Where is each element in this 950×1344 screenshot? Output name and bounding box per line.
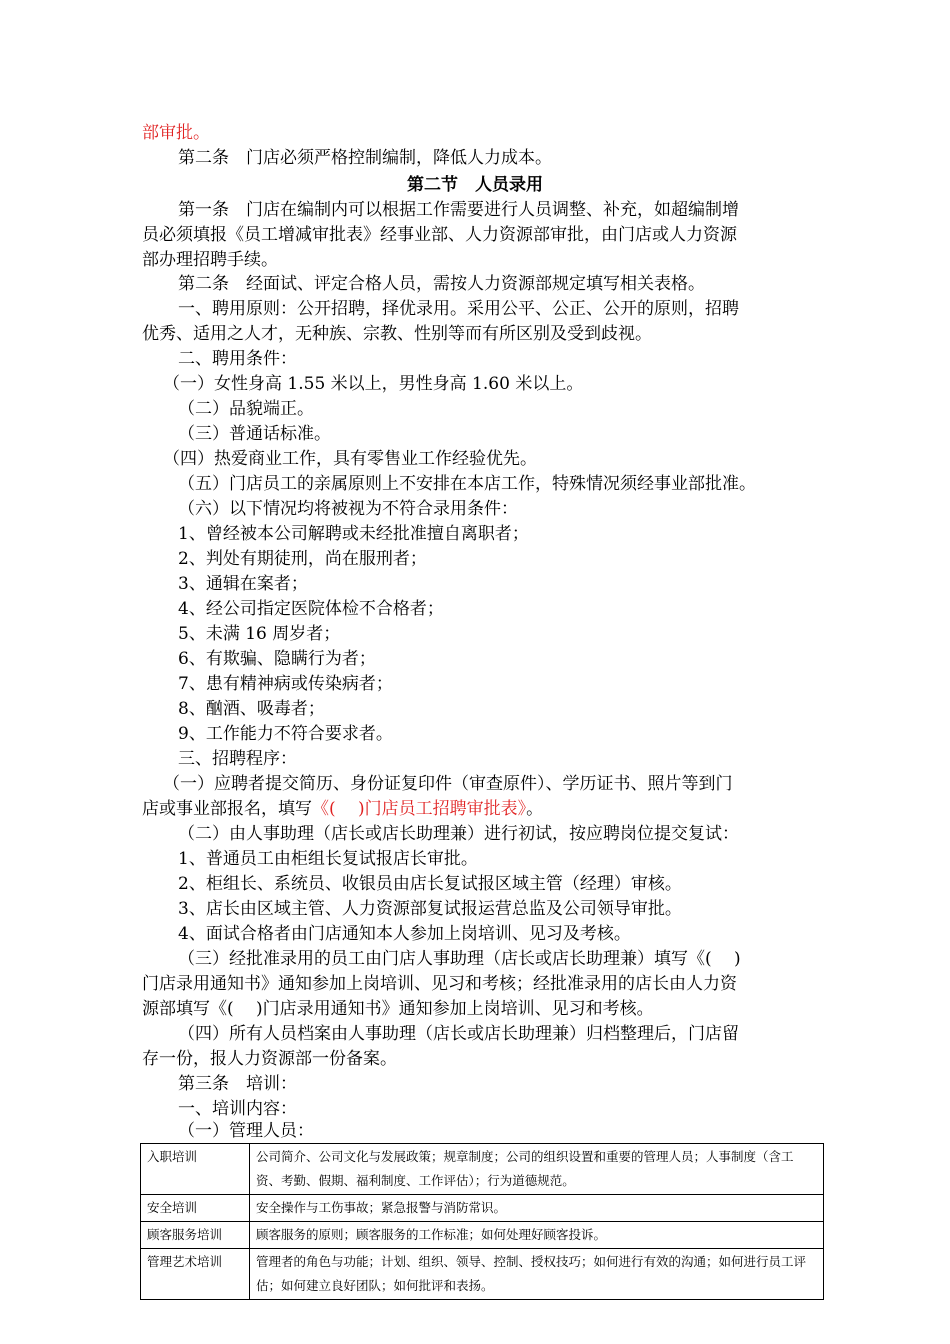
text-line: 5、未满 16 周岁者； [178,624,341,644]
text-line: 存一份，报人力资源部一份备案。 [142,1049,397,1069]
training-content-cell: 顾客服务的原则；顾客服务的工作标准；如何处理好顾客投诉。 [250,1222,824,1249]
table-row [141,1249,824,1300]
table-row [141,1195,824,1222]
text-line: 第二条 门店必须严格控制编制，降低人力成本。 [178,148,552,168]
section-title: 第二节 人员录用 [407,175,543,195]
training-content-cell: 管理者的角色与功能；计划、组织、领导、控制、授权技巧；如何进行有效的沟通；如何进行员工评估；如何建立良好团队；如何批评和表扬。 [250,1249,824,1300]
text-line: （六）以下情况均将被视为不符合录用条件： [178,499,518,519]
text-line: 二、聘用条件： [178,349,297,369]
text-segment: 店或事业部报名，填写 [142,799,312,819]
text-line: 优秀、适用之人才，无种族、宗教、性别等而有所区别及受到歧视。 [142,324,652,344]
text-line: （三）普通话标准。 [178,424,331,444]
text-line: 4、面试合格者由门店通知本人参加上岗培训、见习及考核。 [178,924,631,944]
text-line: 三、招聘程序： [178,749,297,769]
text-line: 4、经公司指定医院体检不合格者； [178,599,444,619]
text-line: 3、店长由区域主管、人力资源部复试报运营总监及公司领导审批。 [178,899,682,919]
text-line: （三）经批准录用的员工由门店人事助理（店长或店长助理兼）填写《( ) [178,949,741,969]
training-table [140,1143,824,1300]
training-name-cell: 安全培训 [141,1195,250,1222]
text-line: 8、酗酒、吸毒者； [178,699,325,719]
text-line: （二）由人事助理（店长或店长助理兼）进行初试，按应聘岗位提交复试： [178,824,739,844]
text-line: 第一条 门店在编制内可以根据工作需要进行人员调整、补充，如超编制增 [178,200,739,220]
training-content-cell: 安全操作与工伤事故；紧急报警与消防常识。 [250,1195,824,1222]
text-segment: 。 [526,799,544,819]
text-line: 2、判处有期徒刑，尚在服刑者； [178,549,427,569]
table-row [141,1222,824,1249]
text-line: 1、普通员工由柜组长复试报店长审批。 [178,849,478,869]
text-line: 员必须填报《员工增减审批表》经事业部、人力资源部审批，由门店或人力资源 [142,225,737,245]
text-line: 6、有欺骗、隐瞒行为者； [178,649,376,669]
table-row [141,1144,824,1195]
text-line: （四）热爱商业工作，具有零售业工作经验优先。 [163,449,537,469]
red-form-title: 《( )门店员工招聘审批表》 [312,799,527,819]
text-line: 门店录用通知书》通知参加上岗培训、见习和考核；经批准录用的店长由人力资 [142,974,737,994]
text-line: 第三条 培训： [178,1074,297,1094]
text-line: （二）品貌端正。 [178,399,314,419]
text-line: 源部填写《( )门店录用通知书》通知参加上岗培训、见习和考核。 [142,999,654,1019]
text-line: 1、曾经被本公司解聘或未经批准擅自离职者； [178,524,529,544]
text-line: 第二条 经面试、评定合格人员，需按人力资源部规定填写相关表格。 [178,274,705,294]
text-line: 一、聘用原则：公开招聘，择优录用。采用公平、公正、公开的原则，招聘 [178,299,739,319]
text-line: 2、柜组长、系统员、收银员由店长复试报区域主管（经理）审核。 [178,874,682,894]
text-line: （一）女性身高 1.55 米以上，男性身高 1.60 米以上。 [163,374,584,394]
text-line: 一、培训内容： [178,1099,297,1119]
text-line: 部审批。 [142,123,210,143]
training-content-cell: 公司简介、公司文化与发展政策；规章制度；公司的组织设置和重要的管理人员；人事制度（含工资、考勤、假期、福利制度、工作评估）；行为道德规范。 [250,1144,824,1195]
training-name-cell: 入职培训 [141,1144,250,1195]
text-line: 9、工作能力不符合要求者。 [178,724,393,744]
training-name-cell: 管理艺术培训 [141,1249,250,1300]
text-line: 部办理招聘手续。 [142,250,278,270]
text-line: （一）管理人员： [178,1121,314,1141]
text-line [142,797,543,822]
text-line: （四）所有人员档案由人事助理（店长或店长助理兼）归档整理后，门店留 [178,1024,739,1044]
text-line: （五）门店员工的亲属原则上不安排在本店工作，特殊情况须经事业部批准。 [178,474,756,494]
text-line: 7、患有精神病或传染病者； [178,674,393,694]
training-name-cell: 顾客服务培训 [141,1222,250,1249]
text-line: （一）应聘者提交简历、身份证复印件（审查原件）、学历证书、照片等到门 [163,774,733,794]
text-line: 3、通辑在案者； [178,574,308,594]
